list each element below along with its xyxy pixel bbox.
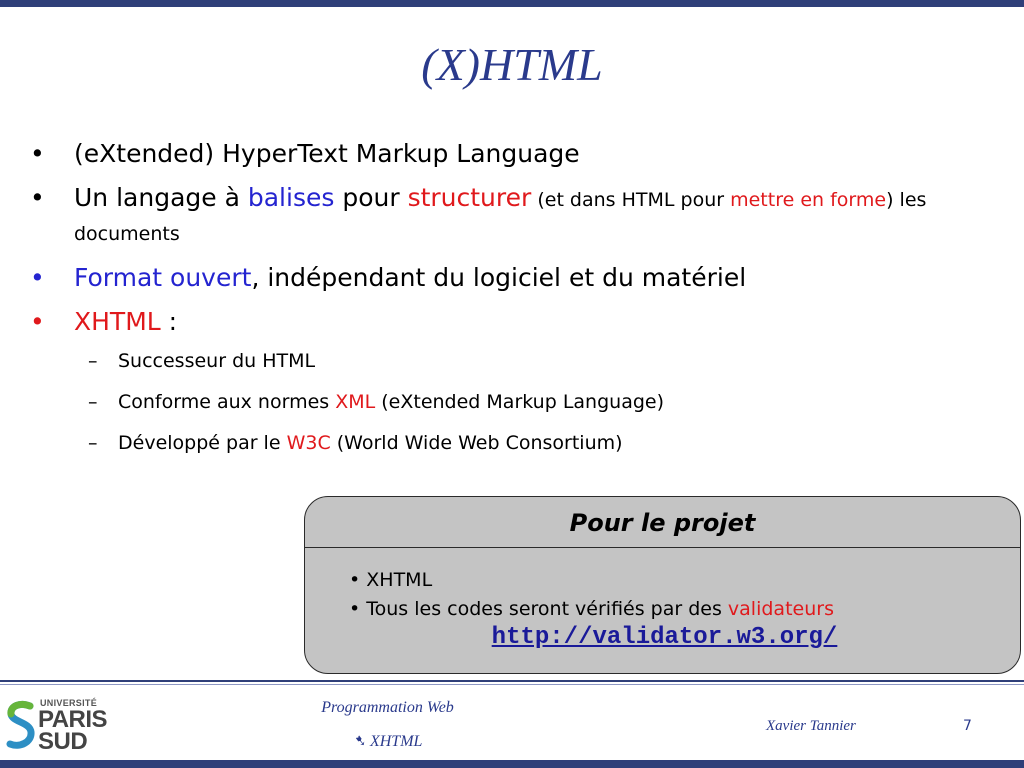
project-item-text: Tous les codes seront vérifiés par des	[366, 598, 728, 620]
highlight-balises: balises	[247, 183, 335, 212]
footer-section	[300, 731, 475, 751]
bullet-text: pour	[334, 183, 408, 212]
logo-sud: SUD	[38, 728, 88, 755]
sub-bullet-item	[30, 430, 990, 456]
section-arrow-icon: ➷	[352, 733, 366, 750]
footer-course: Programmation Web	[321, 699, 454, 716]
bullet-dot: •	[30, 139, 45, 168]
footer-author: Xavier Tannier	[766, 718, 856, 734]
logo-paris: PARIS	[38, 706, 108, 733]
highlight-xhtml: XHTML	[74, 307, 161, 336]
university-logo	[6, 694, 116, 754]
paris-sud-s-icon	[6, 700, 36, 752]
sub-bullet-text: (eXtended Markup Language)	[375, 391, 664, 413]
slide-title: (X)HTML	[421, 39, 603, 90]
highlight-structurer: structurer	[407, 183, 532, 212]
highlight-w3c: W3C	[286, 432, 331, 454]
bullet-text: :	[160, 307, 178, 336]
bullet-text: (eXtended) HyperText Markup Language	[74, 139, 580, 168]
sub-bullet-text: Successeur du HTML	[118, 350, 316, 372]
item-bullet: •	[349, 598, 361, 620]
sub-bullet-text: (World Wide Web Consortium)	[330, 432, 623, 454]
sub-bullet-dash: –	[88, 350, 98, 372]
bullet-dot: •	[30, 307, 45, 336]
project-item	[349, 566, 1020, 595]
footer-section-label: XHTML	[369, 733, 423, 750]
sub-bullet-dash: –	[88, 432, 98, 454]
sub-bullet-text: Développé par le	[118, 432, 287, 454]
sub-bullet-item	[30, 389, 990, 415]
highlight-format-ouvert: Format ouvert	[74, 263, 252, 292]
bullet-item	[30, 306, 990, 338]
bullet-text-small: (et dans HTML pour	[531, 189, 731, 211]
bullet-text: Un langage à	[74, 183, 248, 212]
bullet-dot: •	[30, 263, 45, 292]
project-box-body	[305, 548, 1020, 652]
logo-universite: UNIVERSITÉ	[40, 698, 98, 708]
footer-divider	[0, 680, 1024, 682]
bottom-bar	[0, 760, 1024, 768]
top-bar	[0, 0, 1024, 7]
project-item	[349, 595, 1020, 624]
item-bullet: •	[349, 569, 361, 591]
sub-bullet-item	[30, 348, 990, 374]
bullet-text: , indépendant du logiciel et du matériel	[251, 263, 747, 292]
footer-divider-thin	[0, 684, 1024, 685]
project-box	[304, 496, 1021, 674]
bullet-dot: •	[30, 183, 45, 212]
highlight-validateurs: validateurs	[727, 598, 834, 620]
highlight-mettre-en-forme: mettre en forme	[730, 189, 887, 211]
bullet-text-small: ) les documents	[74, 189, 927, 245]
page-number: 7	[963, 718, 972, 734]
bullet-item	[30, 182, 990, 250]
validator-link[interactable]: http://validator.w3.org/	[491, 624, 838, 651]
project-item-text: XHTML	[366, 569, 433, 591]
bullet-item	[30, 138, 990, 170]
project-box-heading: Pour le projet	[305, 497, 1020, 548]
highlight-xml: XML	[335, 391, 376, 413]
sub-bullet-dash: –	[88, 391, 98, 413]
sub-bullet-text: Conforme aux normes	[118, 391, 336, 413]
bullet-list	[30, 138, 990, 471]
bullet-item	[30, 262, 990, 294]
